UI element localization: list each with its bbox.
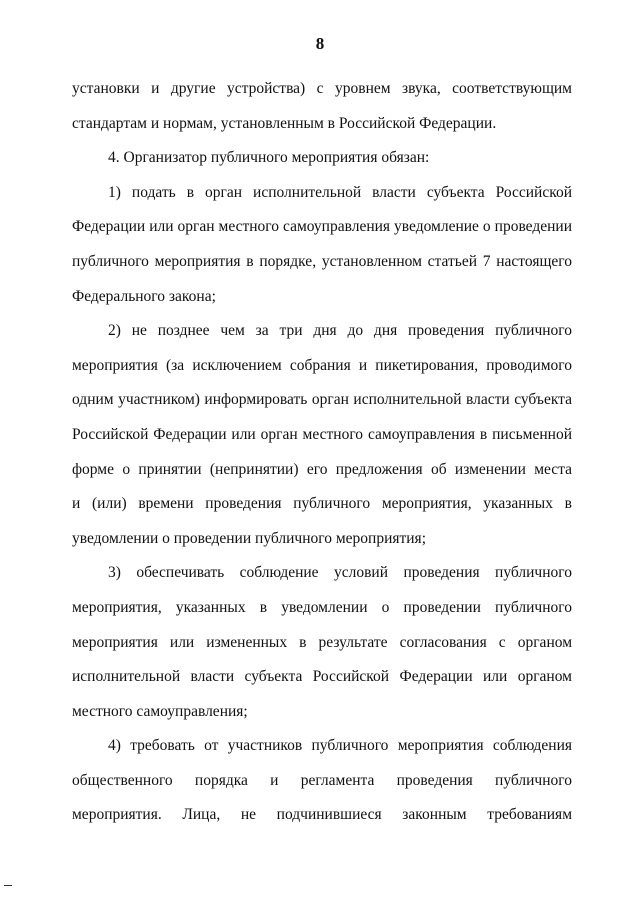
text-line-6: публичного мероприятия в порядке, установленном статьей 7 настоящего [72,252,572,270]
text-line-15: 3) обеспечивать соблюдение условий проведения публичного [108,564,572,582]
text-line-14: уведомлении о проведении публичного мероприятия; [72,529,426,547]
text-line-17: мероприятия или измененных в результате согласования с органом [72,633,572,651]
text-line-21: общественного порядка и регламента проведения публичного [72,771,572,789]
text-line-22: мероприятия. Лица, не подчинившиеся законным требованиям [72,806,572,824]
text-line-10: одним участником) информировать орган исполнительной власти субъекта [72,391,572,409]
document-body [72,72,572,833]
text-line-7: Федерального закона; [72,287,216,305]
text-line-1: установки и другие устройства) с уровнем звука, соответствующим [72,80,572,97]
text-line-18: исполнительной власти субъекта Российской Федерации или органом [72,668,572,686]
scan-margin-mark [4,885,12,886]
text-line-13: и (или) времени проведения публичного мероприятия, указанных в [72,495,572,513]
text-line-20: 4) требовать от участников публичного мероприятия соблюдения [108,737,572,755]
text-line-11: Российской Федерации или орган местного самоуправления в письменной [72,425,572,443]
text-line-19: местного самоуправления; [72,702,248,720]
page-number: 8 [315,34,325,53]
text-line-12: форме о принятии (непринятии) его предложения об изменении места [72,460,572,478]
text-line-4: 1) подать в орган исполнительной власти субъекта Российской [108,183,572,201]
text-line-9: мероприятия (за исключением собрания и пикетирования, проводимого [72,356,572,374]
text-line-5: Федерации или орган местного самоуправления уведомление о проведении [72,218,572,236]
text-line-16: мероприятия, указанных в уведомлении о проведении публичного [72,598,572,616]
text-line-3: 4. Организатор публичного мероприятия обязан: [108,149,430,167]
text-line-2: стандартам и нормам, установленным в Российской Федерации. [72,114,497,132]
text-line-8: 2) не позднее чем за три дня до дня проведения публичного [108,322,572,340]
